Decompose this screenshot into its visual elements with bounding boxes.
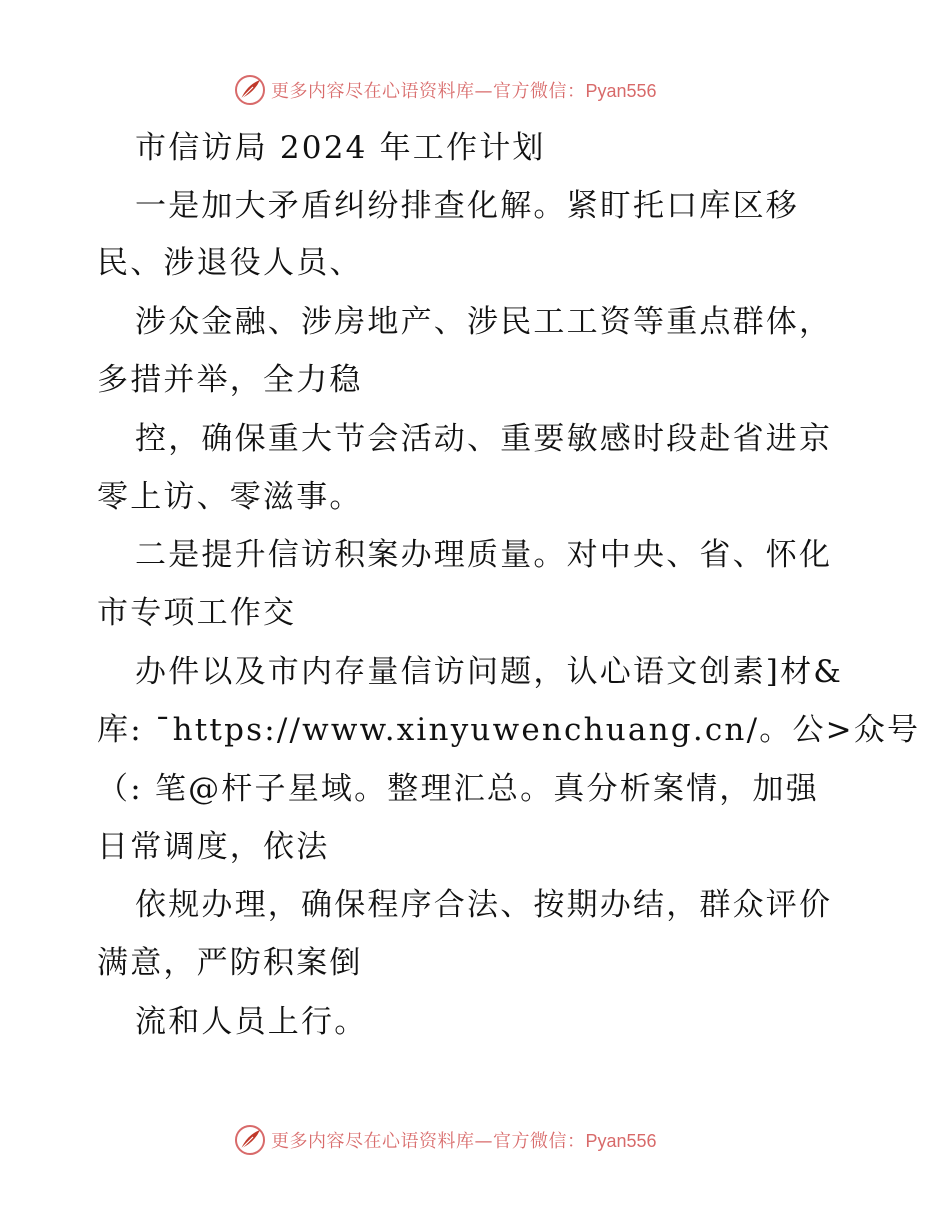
paragraph-line: 满意，严防积案倒 bbox=[97, 945, 363, 981]
paragraph-line: 涉众金融、涉房地产、涉民工工资等重点群体， bbox=[135, 304, 833, 340]
paragraph-line: 依规办理，确保程序合法、按期办结，群众评价 bbox=[135, 887, 833, 923]
paragraph-line: 多措并举，全力稳 bbox=[97, 362, 363, 398]
footer-watermark bbox=[233, 1122, 657, 1158]
watermark-text bbox=[271, 1127, 657, 1153]
paragraph-line: 二是提升信访积案办理质量。对中央、省、怀化 bbox=[135, 537, 833, 573]
paragraph-line: 市专项工作交 bbox=[97, 595, 297, 631]
paragraph-line: 民、涉退役人员、 bbox=[97, 245, 363, 281]
paragraph-line: 办件以及市内存量信访问题，认心语文创素]材& bbox=[135, 654, 844, 690]
document-title: 市信访局 2024 年工作计划 bbox=[135, 130, 546, 166]
paragraph-line: 流和人员上行。 bbox=[135, 1004, 368, 1040]
watermark-label: 更多内容尽在心语资料库—官方微信： bbox=[271, 81, 586, 102]
paragraph-line: （: 笔@杆子星域。整理汇总。真分析案情，加强 bbox=[97, 771, 819, 807]
paragraph-line: 库: ¯https://www.xinyuwenchuang.cn/。公>众号 bbox=[97, 712, 921, 748]
watermark-wechat-id: Pyan556 bbox=[585, 1131, 657, 1151]
watermark-wechat-id: Pyan556 bbox=[585, 81, 657, 101]
watermark-label: 更多内容尽在心语资料库—官方微信： bbox=[271, 1131, 586, 1152]
paragraph-line: 零上访、零滋事。 bbox=[97, 479, 363, 515]
quill-logo-icon bbox=[233, 1123, 267, 1157]
paragraph-line: 一是加大矛盾纠纷排查化解。紧盯托口库区移 bbox=[135, 188, 799, 224]
paragraph-line: 日常调度，依法 bbox=[97, 829, 330, 865]
paragraph-line: 控，确保重大节会活动、重要敏感时段赴省进京 bbox=[135, 421, 833, 457]
